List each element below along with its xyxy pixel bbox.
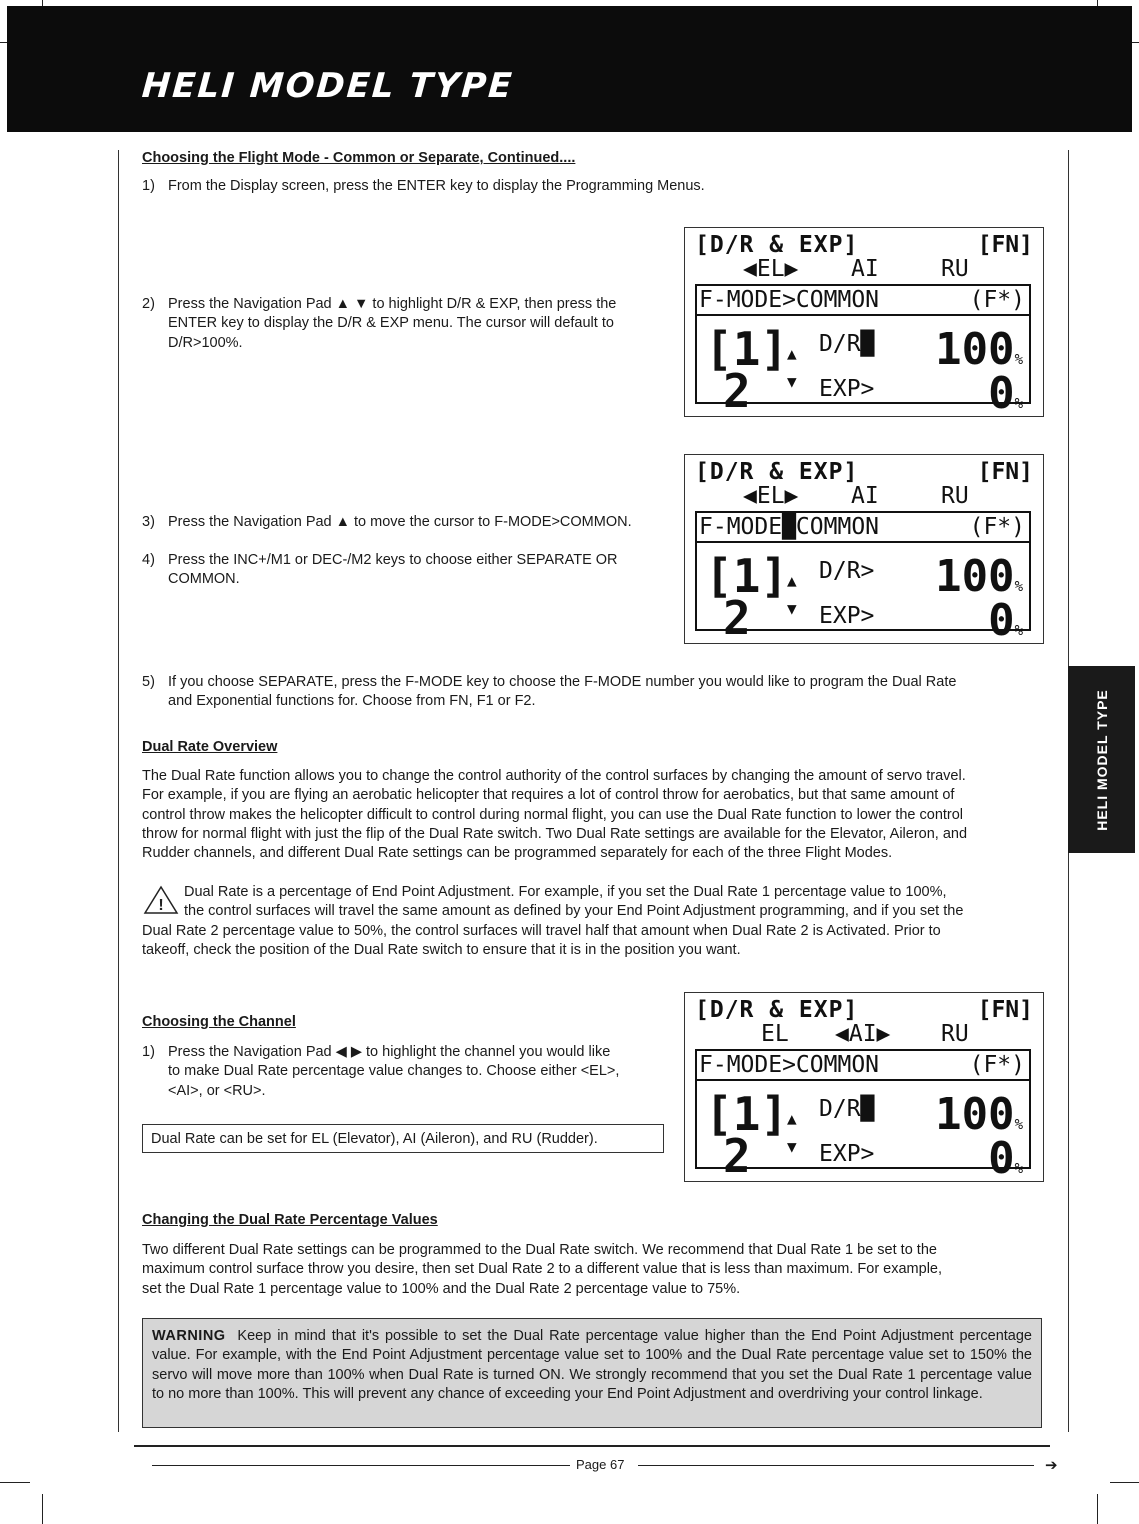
section-heading: Choosing the Flight Mode - Common or Separate, Continued....: [142, 150, 576, 166]
svg-text:!: !: [158, 897, 164, 914]
lcd-screen: [D/R & EXP] [FN] EL ◀AI▶ RU F-MODE>COMMON (F*) [1] 2 ▲ ▼ D/R█ EXP> 100% 0%: [684, 992, 1044, 1182]
arrow-down-icon: ▼: [787, 1137, 797, 1156]
crop-mark: [1110, 1482, 1139, 1483]
arrow-down-icon: ▼: [787, 372, 797, 391]
warning-label: WARNING: [152, 1328, 226, 1344]
right-margin-rule: [1068, 852, 1069, 1432]
side-tab: [1068, 666, 1135, 853]
arrow-up-icon: ▲: [787, 344, 797, 363]
footer-rule: [152, 1465, 570, 1466]
arrow-up-icon: ▲: [787, 1109, 797, 1128]
crop-mark: [0, 1482, 30, 1483]
lcd-screen: [D/R & EXP] [FN] ◀EL▶ AI RU F-MODE>COMMON (F*) [1] 2 ▲ ▼ D/R█ EXP> 100% 0%: [684, 227, 1044, 417]
paragraph: Two different Dual Rate settings can be programmed to the Dual Rate switch. We recommend that Dual Rate 1 be set to the maximum control surface throw you desire, then set Dual Rate 2 to a different value that is less than maximum. For example, set the Dual Rate 1 percentage value to 100% and the Dual Rate 2 percentage value to 75%.: [142, 1242, 943, 1297]
arrow-right-icon: ➔: [1045, 1457, 1058, 1474]
arrow-down-icon: ▼: [787, 599, 797, 618]
arrow-up-icon: ▲: [787, 571, 797, 590]
lcd-screen: [D/R & EXP] [FN] ◀EL▶ AI RU F-MODE█COMMON (F*) [1] 2 ▲ ▼ D/R> EXP> 100% 0%: [684, 454, 1044, 644]
page-title: HELI MODEL TYPE: [140, 66, 515, 106]
bottom-rule: [134, 1445, 1050, 1447]
left-margin-rule: [118, 150, 119, 1432]
footer-rule: [638, 1465, 1034, 1466]
section-heading: Choosing the Channel: [142, 1014, 296, 1030]
crop-mark: [1097, 1494, 1098, 1524]
side-tab-label: HELI MODEL TYPE: [1093, 688, 1110, 831]
caution-note: Dual Rate is a percentage of End Point Adjustment. For example, if you set the Dual Rate 1 percentage value to 100%, the control surfaces will travel the same amount as defined by your End Point Adjustment programming, and if you set the Dual Rate 2 percentage value to 50%, the control surfaces will travel half that amount when Dual Rate 2 is Activated. Prior to takeoff, check the position of the Dual Rate switch to ensure that it is in the position you want.: [142, 884, 964, 958]
warning-box: [142, 1318, 1042, 1428]
warning-text: Keep in mind that it's possible to set the Dual Rate percentage value higher than the End Point Adjustment percentage value. For example, with the End Point Adjustment percentage value set to 100% and the Dual Rate percentage value set to 150% the servo will move more than 100% when Dual Rate is turned ON. We strongly recommend that you set the Dual Rate 1 percentage value to no more than 100%. This will prevent any chance of exceeding your End Point Adjustment and overdriving your control linkage.: [152, 1328, 1032, 1402]
page-number: Page 67: [576, 1457, 625, 1472]
section-heading: Dual Rate Overview: [142, 739, 278, 755]
section-heading: Changing the Dual Rate Percentage Values: [142, 1212, 438, 1228]
crop-mark: [42, 1494, 43, 1524]
paragraph: The Dual Rate function allows you to change the control authority of the control surfaces by changing the amount of servo travel. For example, if you are flying an aerobatic helicopter that requires a lot of control throw for aerobatics, but that same amount of control throw makes the helicopter difficult to control during normal flight, you can use the Dual Rate function to lower the control throw for normal flight with just the flip of the Dual Rate switch. Two Dual Rate settings are available for the Elevator, Aileron, and Rudder channels, and different Dual Rate settings can be programmed separately for each of the three Flight Modes.: [142, 768, 968, 862]
right-margin-rule: [1068, 150, 1069, 675]
note-box: Dual Rate can be set for EL (Elevator), AI (Aileron), and RU (Rudder).: [142, 1124, 664, 1153]
